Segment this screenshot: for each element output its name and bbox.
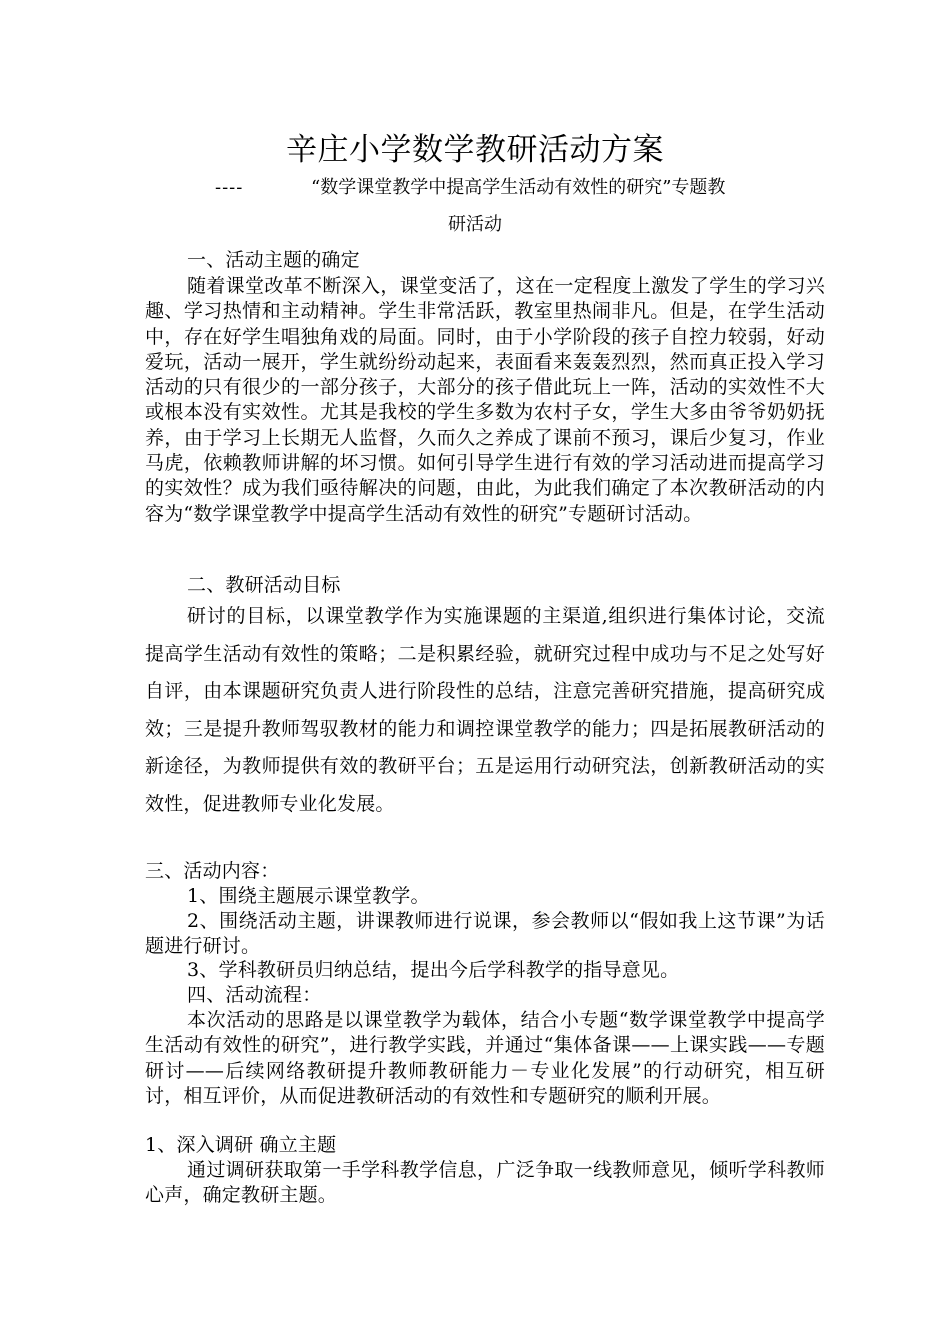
subtitle-line-2: 研活动: [448, 214, 502, 235]
section-body-goals: 研讨的目标，以课堂教学作为实施课题的主渠道,组织进行集体讨论，交流提高学生活动有效性的策略；二是积累经验，就研究过程中成功与不足之处写好自评，由本课题研究负责人进行阶段性的总结，注意完善研究措施，提高研究成效；三是提升教师驾驭教材的能力和调控课堂教学的能力；四是拓展教研活动的新途径，为教师提供有效的教研平台；五是运用行动研究法，创新教研活动的实效性，促进教师专业化发展。: [145, 605, 825, 815]
section-heading-goals: 二、教研活动目标: [187, 574, 341, 596]
subtitle-dash: ----: [215, 177, 244, 198]
section-body-process: 本次活动的思路是以课堂教学为载体，结合小专题“数学课堂教学中提高学生活动有效性的研究”，进行教学实践，并通过“集体备课——上课实践——专题研讨——后续网络教研提升教师教研能力－专业化发展”的行动研究，相互研讨，相互评价，从而促进教研活动的有效性和专题研究的顺利开展。: [145, 1009, 825, 1107]
content-item-3: 3、学科教研员归纳总结，提出今后学科教学的指导意见。: [187, 959, 680, 981]
section-heading-theme: 一、活动主题的确定: [187, 249, 360, 271]
section-body-theme: 随着课堂改革不断深入，课堂变活了，这在一定程度上激发了学生的学习兴趣、学习热情和主动精神。学生非常活跃，教室里热闹非凡。但是，在学生活动中，存在好学生唱独角戏的局面。同时，由于小学阶段的孩子自控力较弱，好动爱玩，活动一展开，学生就纷纷动起来，表面看来轰轰烈烈，然而真正投入学习活动的只有很少的一部分孩子，大部分的孩子借此玩上一阵，活动的实效性不大或根本没有实效性。尤其是我校的学生多数为农村子女，学生大多由爷爷奶奶抚养，由于学习上长期无人监督，久而久之养成了课前不预习，课后少复习，作业马虎，依赖教师讲解的坏习惯。如何引导学生进行有效的学习活动进而提高学习的实效性？成为我们亟待解决的问题，由此，为此我们确定了本次教研活动的内容为“数学课堂教学中提高学生活动有效性的研究”专题研讨活动。: [145, 275, 825, 525]
section-heading-content: 三、活动内容：: [145, 860, 280, 882]
step-heading-research: 1、深入调研 确立主题: [145, 1134, 337, 1156]
section-heading-process: 四、活动流程：: [187, 984, 322, 1006]
content-item-2: 2、围绕活动主题，讲课教师进行说课，参会教师以“假如我上这节课”为话题进行研讨。: [145, 910, 825, 958]
document-title: 辛庄小学数学教研活动方案: [286, 132, 664, 168]
document-subtitle: [215, 174, 835, 202]
step-body-research: 通过调研获取第一手学科教学信息，广泛争取一线教师意见，倾听学科教师心声，确定教研主题。: [145, 1159, 825, 1207]
subtitle-line-1: “数学课堂教学中提高学生活动有效性的研究”专题教: [311, 177, 726, 198]
content-item-1: 1、围绕主题展示课堂教学。: [187, 885, 430, 907]
